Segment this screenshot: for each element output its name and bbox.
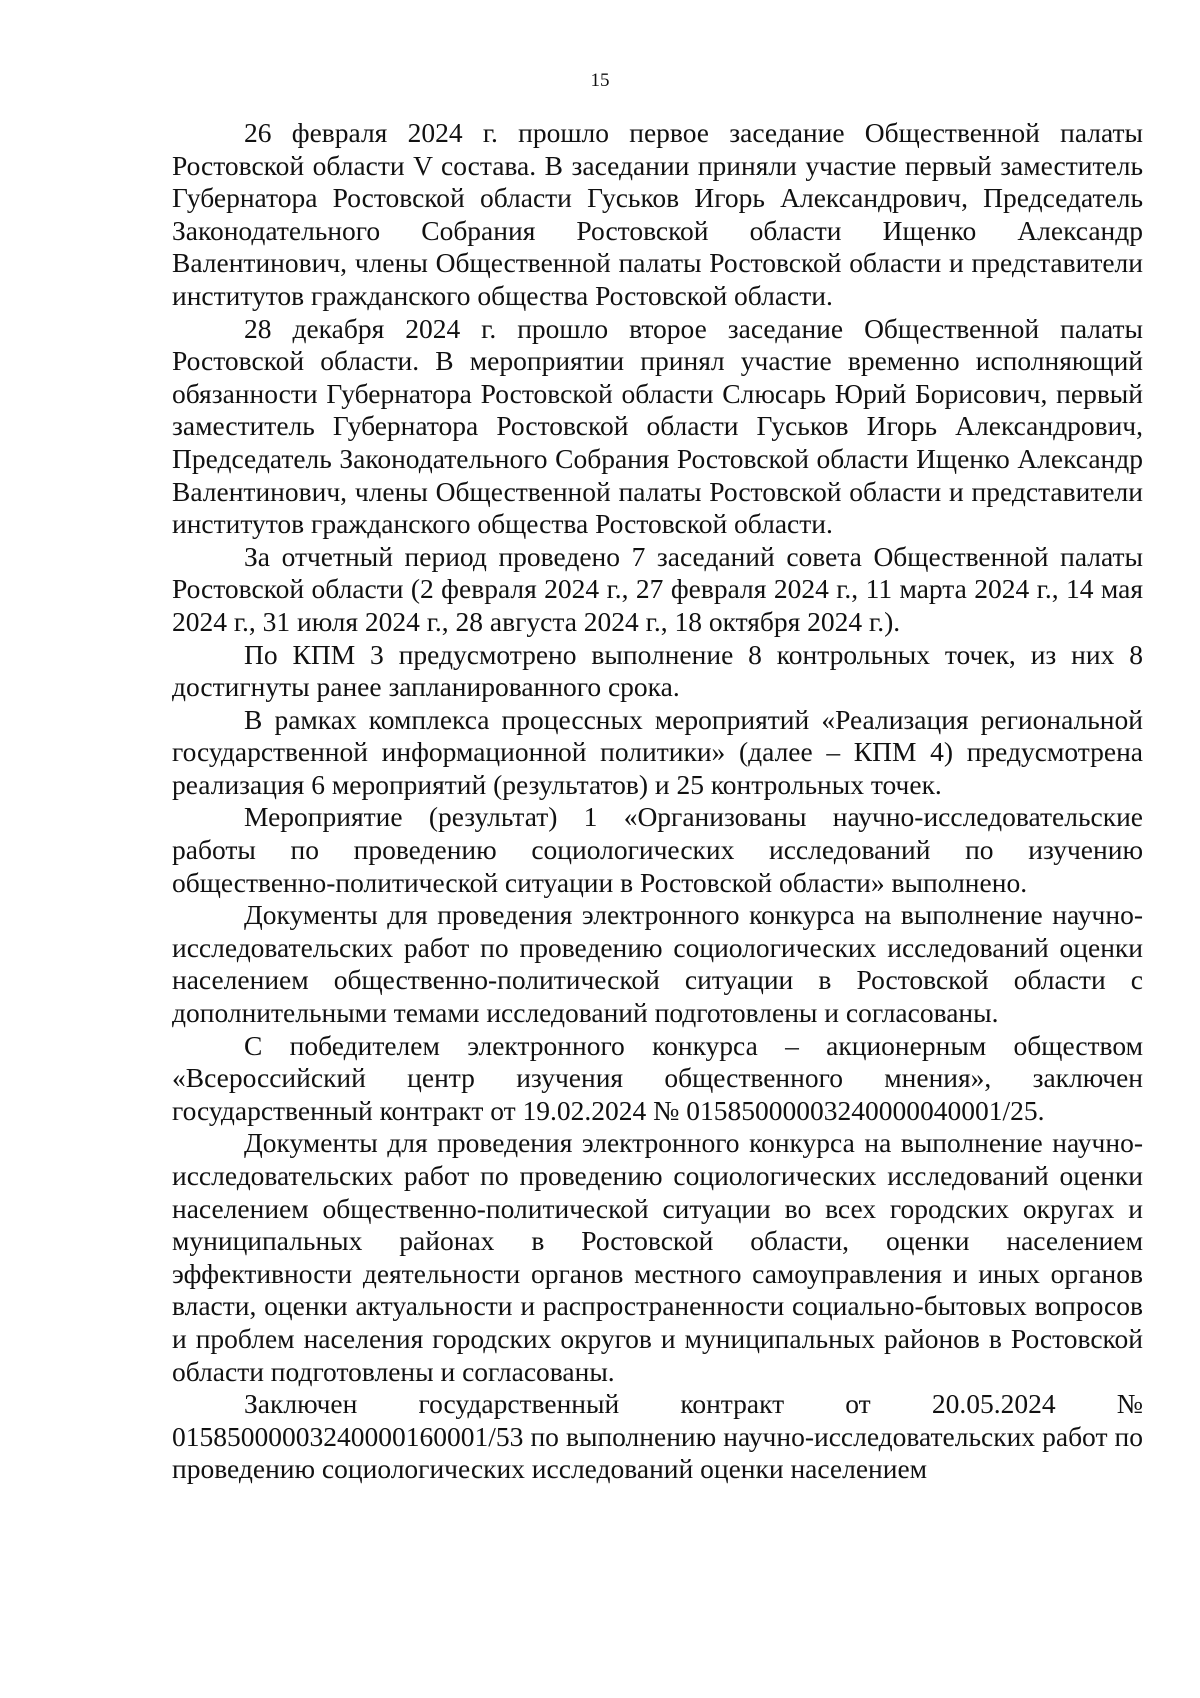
paragraph-contest-documents-2: Документы для проведения электронного конкурса на выполнение научно-исследовательских работ по проведению социологических исследований оценки населением общественно-политической ситуации во всех городских округах и муниципальных районах в Ростовской области, оценки населением эффективности деятельности органов местного самоуправления и иных органов власти, оценки актуальности и распространенности социально-бытовых вопросов и проблем населения городских округов и муниципальных районов в Ростовской области подготовлены и согласованы. [172, 1127, 1143, 1387]
paragraph-contest-documents-1: Документы для проведения электронного конкурса на выполнение научно-исследовательских работ по проведению социологических исследований оценки населением общественно-политической ситуации в Ростовской области с дополнительными темами исследований подготовлены и согласованы. [172, 899, 1143, 1029]
paragraph-council-meetings: За отчетный период проведено 7 заседаний совета Общественной палаты Ростовской области (2 февраля 2024 г., 27 февраля 2024 г., 11 марта 2024 г., 14 мая 2024 г., 31 июля 2024 г., 28 августа 2024 г., 18 октября 2024 г.). [172, 540, 1143, 637]
page-number: 15 [590, 70, 610, 91]
paragraph-measure-1: Мероприятие (результат) 1 «Организованы научно-исследовательские работы по проведению социологических исследований по изучению общественно-политической ситуации в Ростовской области» выполнено. [172, 801, 1143, 898]
paragraph-first-session: 26 февраля 2024 г. прошло первое заседание Общественной палаты Ростовской области V состава. В заседании приняли участие первый заместитель Губернатора Ростовской области Гуськов Игорь Александрович, Председатель Законодательного Собрания Ростовской области Ищенко Александр Валентинович, члены Общественной палаты Ростовской области и представители институтов гражданского общества Ростовской области. [172, 117, 1143, 311]
paragraph-kpm3-control-points: По КПМ 3 предусмотрено выполнение 8 контрольных точек, из них 8 достигнуты ранее запланированного срока. [172, 638, 1143, 703]
paragraph-contract-vciom: С победителем электронного конкурса – акционерным обществом «Всероссийский центр изучения общественного мнения», заключен государственный контракт от 19.02.2024 № 01585000003240000040001/25. [172, 1029, 1143, 1126]
document-body [172, 117, 1143, 1486]
paragraph-second-session: 28 декабря 2024 г. прошло второе заседание Общественной палаты Ростовской области. В мероприятии принял участие временно исполняющий обязанности Губернатора Ростовской области Слюсарь Юрий Борисович, первый заместитель Губернатора Ростовской области Гуськов Игорь Александрович, Председатель Законодательного Собрания Ростовской области Ищенко Александр Валентинович, члены Общественной палаты Ростовской области и представители институтов гражданского общества Ростовской области. [172, 312, 1143, 540]
paragraph-contract-20-05-2024: Заключен государственный контракт от 20.05.2024 № 01585000003240000160001/53 по выполнению научно-исследовательских работ по проведению социологических исследований оценки населением [172, 1388, 1143, 1485]
paragraph-kpm4-overview: В рамках комплекса процессных мероприятий «Реализация региональной государственной информационной политики» (далее – КПМ 4) предусмотрена реализация 6 мероприятий (результатов) и 25 контрольных точек. [172, 703, 1143, 800]
